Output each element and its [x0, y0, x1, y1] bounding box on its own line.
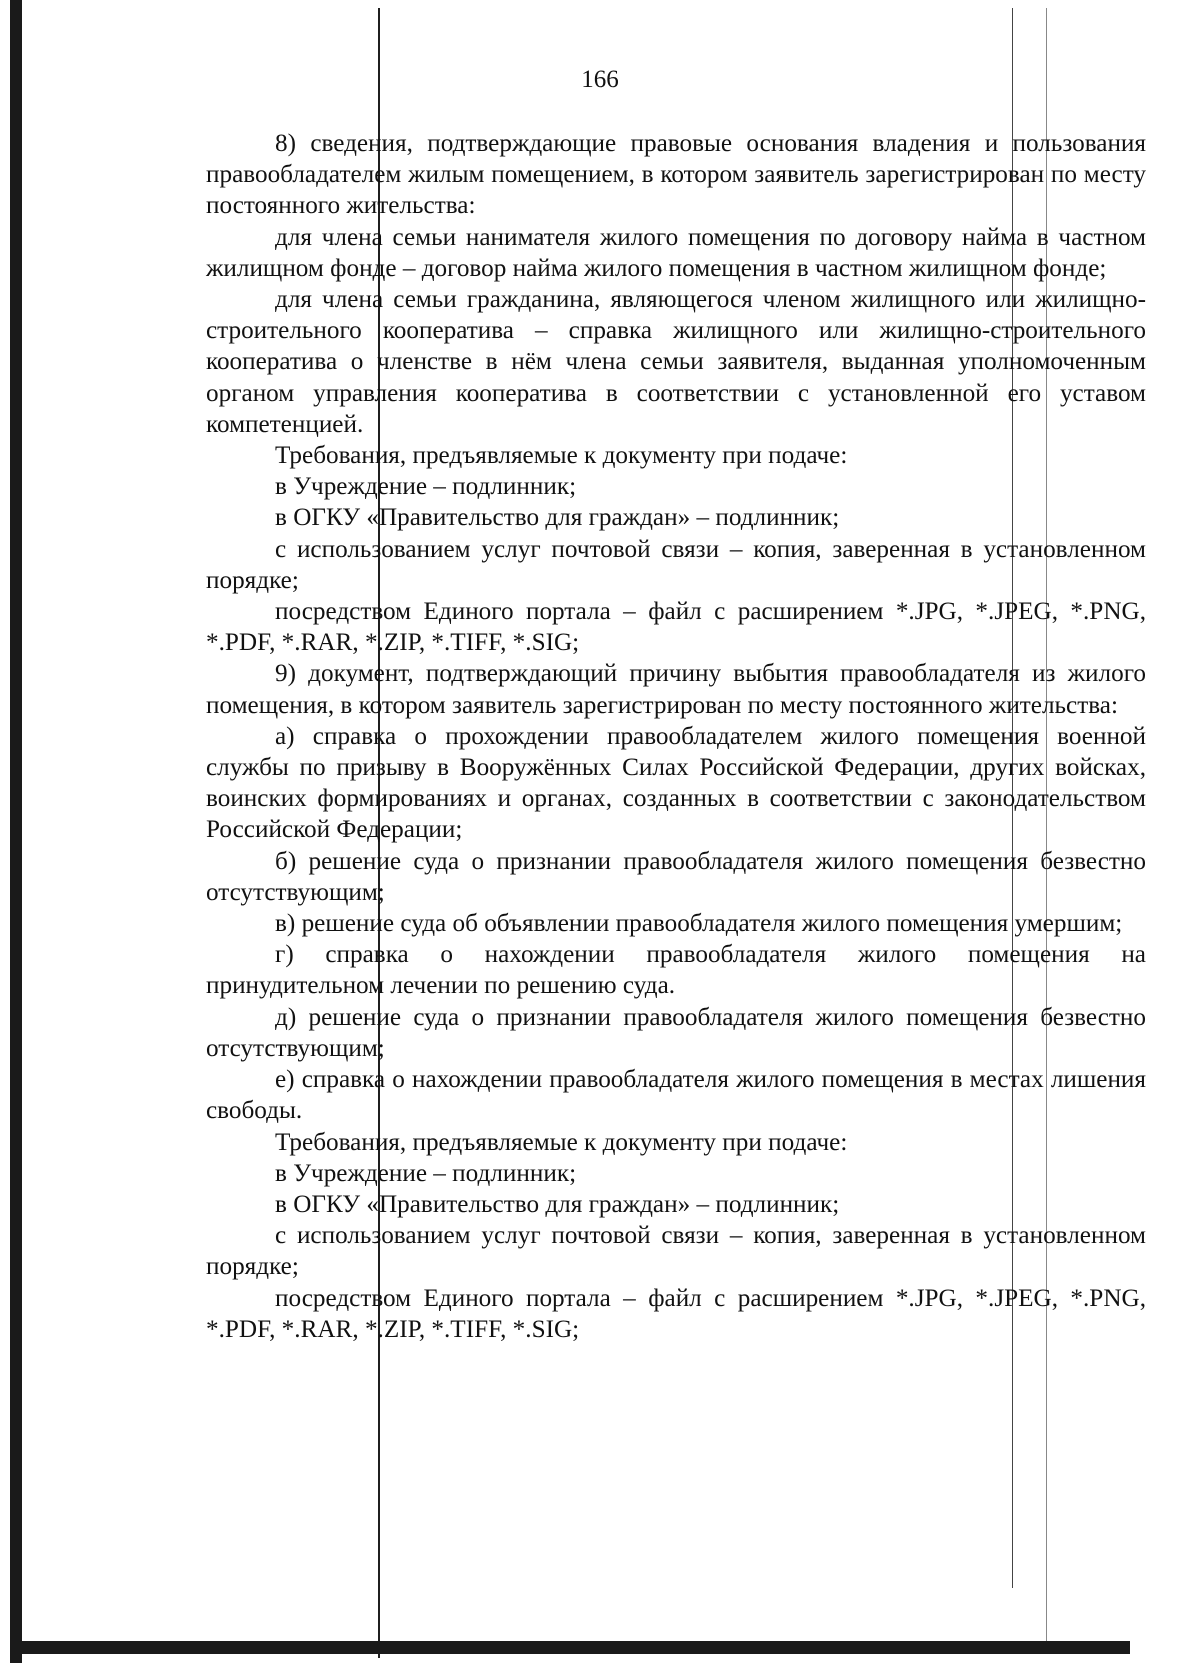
paragraph: а) справка о прохождении правообладателем жилого помещения военной службы по призыву в Вооружённых Силах Российской Федерации, других войсках, воинских формированиях и органах, созданных в соответствии с законодательством Российской Федерации; — [206, 722, 1146, 844]
paragraph: в Учреждение – подлинник; — [275, 1159, 577, 1187]
paragraph: для члена семьи гражданина, являющегося членом жилищного или жилищно-строительного кооператива – справка жилищного или жилищно-строительного кооператива о членстве в нём члена семьи заявителя, выданная уполномоченным органом управления кооператива в соответствии с установленной его уставом компетенцией. — [206, 286, 1146, 438]
paragraph: посредством Единого портала – файл с расширением *.JPG, *.JPEG, *.PNG, *.PDF, *.RAR, *.ZIP, *.TIFF, *.SIG; — [206, 1284, 1146, 1343]
paragraph: в) решение суда об объявлении правообладателя жилого помещения умершим; — [275, 910, 1123, 938]
paragraph: для члена семьи нанимателя жилого помещения по договору найма в частном жилищном фонде – договор найма жилого помещения в частном жилищном фонде; — [206, 223, 1146, 282]
paragraph: посредством Единого портала – файл с расширением *.JPG, *.JPEG, *.PNG, *.PDF, *.RAR, *.ZIP, *.TIFF, *.SIG; — [206, 598, 1146, 657]
scan-edge-bottom — [10, 1641, 1130, 1654]
paragraph: Требования, предъявляемые к документу при подаче: — [275, 1128, 848, 1156]
page-number: 166 — [581, 66, 619, 93]
paragraph: Требования, предъявляемые к документу при подаче: — [275, 442, 848, 470]
paragraph: д) решение суда о признании правообладателя жилого помещения безвестно отсутствующим; — [206, 1003, 1146, 1062]
paragraph: 8) сведения, подтверждающие правовые основания владения и пользования правообладателем жилым помещением, в котором заявитель зарегистрирован по месту постоянного жительства: — [206, 130, 1146, 220]
paragraph: б) решение суда о признании правообладателя жилого помещения безвестно отсутствующим; — [206, 847, 1146, 906]
document-body — [206, 128, 1146, 1345]
paragraph: 9) документ, подтверждающий причину выбытия правообладателя из жилого помещения, в котором заявитель зарегистрирован по месту постоянного жительства: — [206, 660, 1146, 719]
paragraph: с использованием услуг почтовой связи – копия, заверенная в установленном порядке; — [206, 535, 1146, 594]
paragraph: в Учреждение – подлинник; — [275, 473, 577, 501]
paragraph: в ОГКУ «Правительство для граждан» – подлинник; — [275, 504, 840, 532]
paragraph: в ОГКУ «Правительство для граждан» – подлинник; — [275, 1190, 840, 1218]
scan-edge-left — [10, 0, 22, 1663]
paragraph: г) справка о нахождении правообладателя жилого помещения на принудительном лечении по решению суда. — [206, 941, 1146, 1000]
paragraph: е) справка о нахождении правообладателя жилого помещения в местах лишения свободы. — [206, 1066, 1146, 1125]
paragraph: с использованием услуг почтовой связи – копия, заверенная в установленном порядке; — [206, 1222, 1146, 1281]
